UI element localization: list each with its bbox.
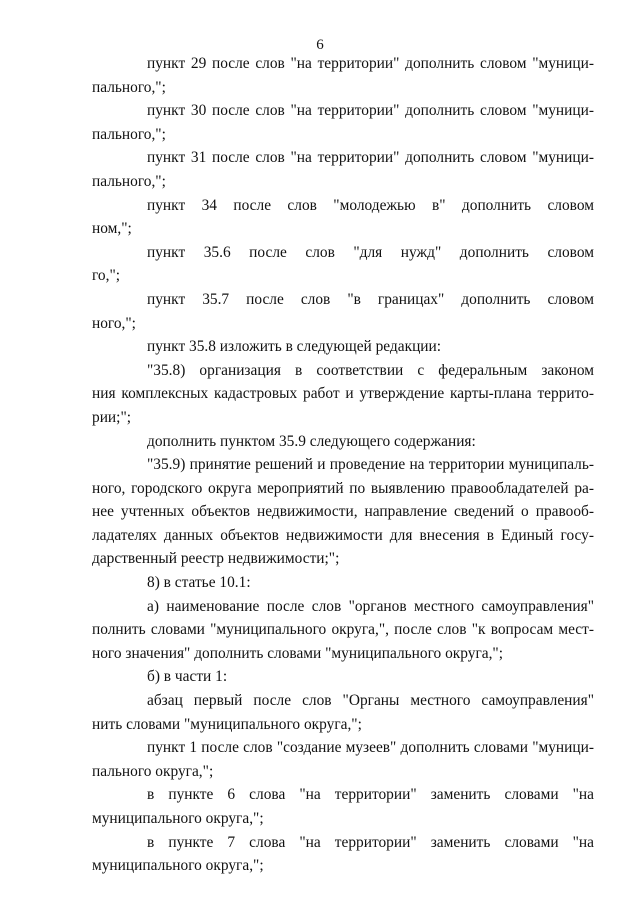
text-line: рии;";: [92, 408, 132, 426]
text-line: пункт 35.6 после слов "для нужд" дополнить словом: [147, 243, 594, 261]
text-line: "35.9) принятие решений и проведение на территории муниципаль-: [147, 456, 594, 474]
text-line: ном,";: [92, 220, 132, 238]
text-line: ного,";: [92, 314, 136, 332]
document-body: [92, 52, 594, 878]
text-line: пального,";: [92, 78, 166, 96]
text-line: ния комплексных кадастровых работ и утверждение карты-плана террито-: [92, 385, 594, 403]
page-number: 6: [316, 37, 324, 53]
text-line: пункт 29 после слов "на территории" дополнить словом "муници-: [147, 55, 594, 72]
text-line: 8) в статье 10.1:: [147, 574, 251, 592]
text-line: "35.8) организация в соответствии с федеральным законом: [147, 361, 594, 379]
text-line: б) в части 1:: [147, 668, 228, 686]
text-line: пального,";: [92, 172, 166, 190]
text-line: пального,";: [92, 125, 166, 143]
text-line: дарственный реестр недвижимости;";: [92, 550, 340, 568]
text-line: пункт 30 после слов "на территории" дополнить словом "муници-: [147, 102, 594, 120]
text-line: нее учтенных объектов недвижимости, направление сведений о правооб-: [92, 503, 594, 521]
text-line: ного, городского округа мероприятий по выявлению правообладателей ра-: [92, 479, 594, 497]
text-line: пункт 35.8 изложить в следующей редакции:: [147, 338, 442, 356]
text-line: пункт 35.7 после слов "в границах" дополнить словом: [147, 290, 594, 308]
text-line: дополнить пунктом 35.9 следующего содержания:: [147, 432, 476, 450]
text-line: ного значения" дополнить словами "муниципального округа,";: [92, 644, 503, 662]
text-line: ладателях данных объектов недвижимости для внесения в Единый госу-: [92, 526, 594, 544]
text-line: а) наименование после слов "органов местного самоуправления": [147, 597, 594, 615]
text-line: в пункте 6 слова "на территории" заменить словами "на: [147, 786, 594, 804]
text-line: абзац первый после слов "Органы местного самоуправления": [147, 692, 594, 710]
text-line: пункт 34 после слов "молодежью в" дополнить словом: [147, 196, 594, 214]
text-line: нить словами "муниципального округа,";: [92, 715, 362, 733]
text-line: в пункте 7 слова "на территории" заменить словами "на: [147, 833, 594, 851]
text-line: пункт 31 после слов "на территории" дополнить словом "муници-: [147, 149, 594, 167]
text-line: пального округа,";: [92, 762, 214, 780]
text-line: муниципального округа,";: [92, 857, 264, 875]
text-line: го,";: [92, 267, 121, 285]
text-line: полнить словами "муниципального округа,", после слов "к вопросам мест-: [92, 621, 594, 639]
text-line: пункт 1 после слов "создание музеев" дополнить словами "муници-: [147, 739, 594, 757]
text-line: муниципального округа,";: [92, 810, 264, 827]
